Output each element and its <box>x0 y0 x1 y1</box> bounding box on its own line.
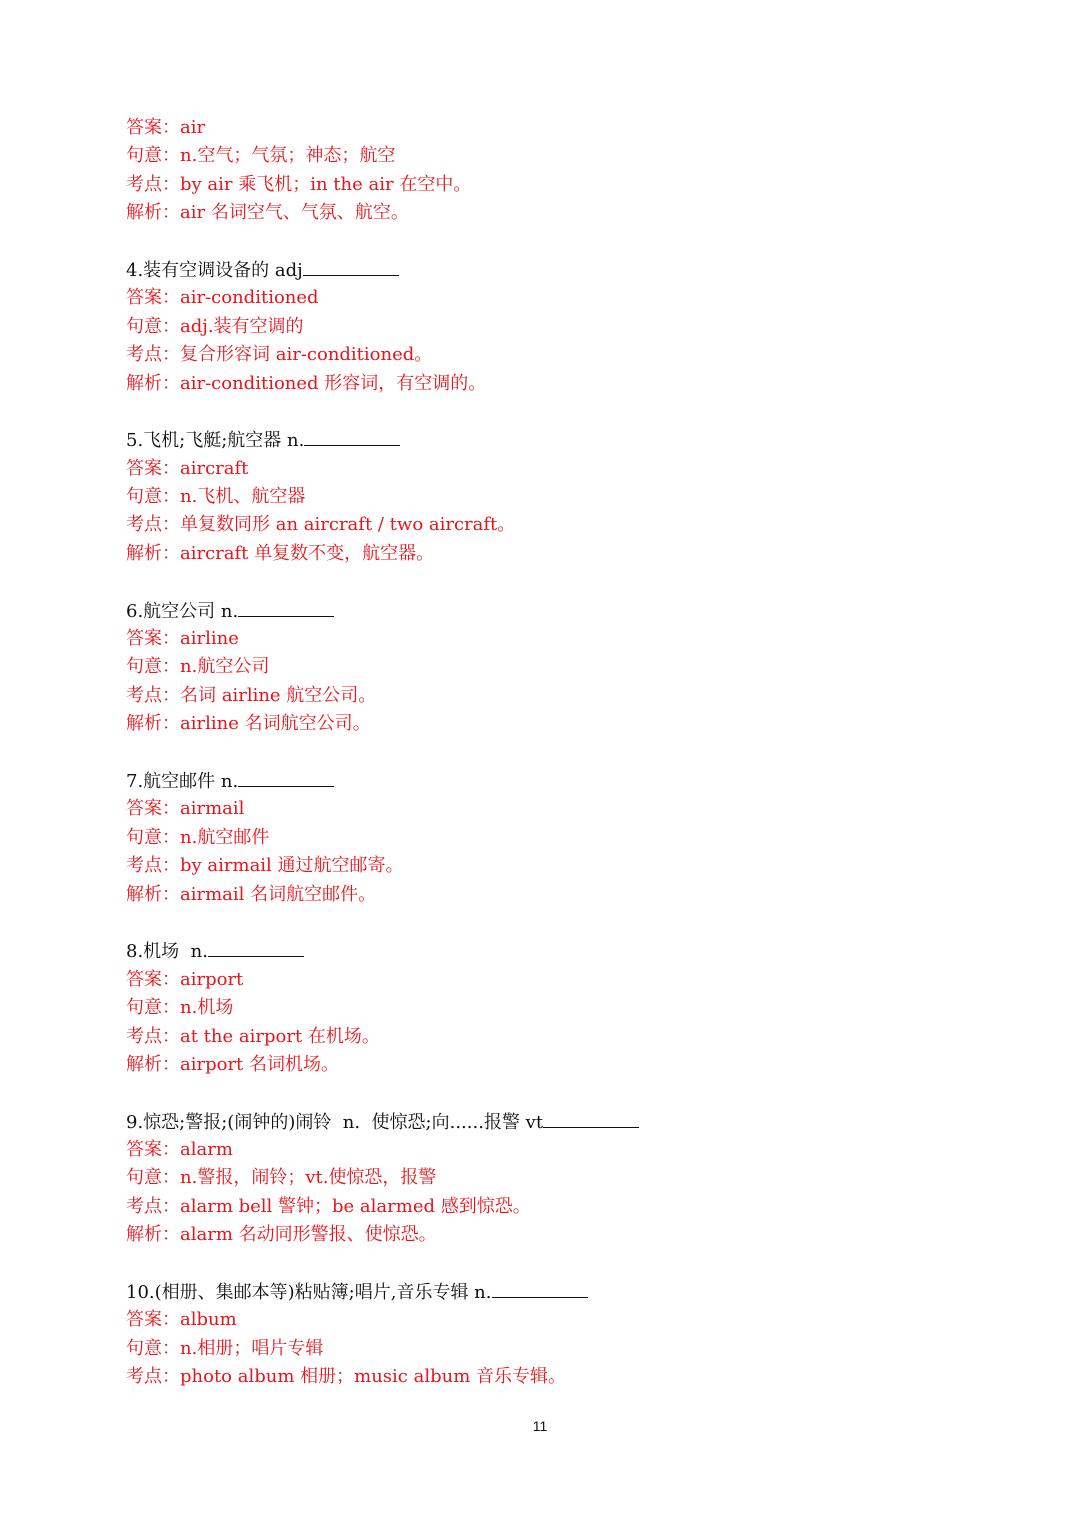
answer-line: 答案：album <box>126 1309 237 1331</box>
question-text: 10.(相册、集邮本等)粘贴簿;唱片,音乐专辑 n. <box>126 1282 492 1304</box>
answer-line: 答案：aircraft <box>126 457 249 479</box>
question-text: 6.航空公司 n. <box>126 600 239 622</box>
answer-blank <box>303 256 399 276</box>
question-line <box>126 937 946 965</box>
answer-line: 答案：airline <box>126 628 239 650</box>
answer-line: 答案：alarm <box>126 1139 233 1161</box>
meaning-line: 句意：n.机场 <box>126 997 234 1019</box>
meaning-line: 句意：n.航空邮件 <box>126 826 270 848</box>
entry-8 <box>126 937 946 1079</box>
analysis-line: 解析：airmail 名词航空邮件。 <box>126 883 377 905</box>
answer-blank <box>238 597 334 617</box>
entries-list <box>126 114 946 1392</box>
point-line: 考点：photo album 相册；music album 音乐专辑。 <box>126 1366 566 1388</box>
question-text: 8.机场 n. <box>126 941 208 963</box>
question-line <box>126 767 946 795</box>
question-text: 9.惊恐;警报;(闹钟的)闹铃 n. 使惊恐;向......报警 vt <box>126 1111 544 1133</box>
answer-blank <box>208 937 304 957</box>
analysis-line: 解析：airline 名词航空公司。 <box>126 713 371 735</box>
question-line <box>126 1108 946 1136</box>
analysis-line: 解析：air 名词空气、气氛、航空。 <box>126 202 409 224</box>
analysis-line: 解析：air-conditioned 形容词，有空调的。 <box>126 372 487 394</box>
answer-line: 答案：air <box>126 117 206 138</box>
entry-10 <box>126 1278 946 1392</box>
answer-blank <box>304 426 400 446</box>
question-line <box>126 256 946 284</box>
meaning-line: 句意：n.飞机、航空器 <box>126 486 306 508</box>
answer-blank <box>238 767 334 787</box>
answer-line: 答案：airport <box>126 968 244 990</box>
entry-7 <box>126 767 946 909</box>
answer-blank <box>492 1278 588 1298</box>
question-line <box>126 426 946 454</box>
point-line: 考点：by air 乘飞机；in the air 在空中。 <box>126 173 472 195</box>
point-line: 考点：by airmail 通过航空邮寄。 <box>126 855 404 877</box>
question-text: 5.飞机;飞艇;航空器 n. <box>126 430 305 452</box>
point-line: 考点：名词 airline 航空公司。 <box>126 684 377 706</box>
answer-line: 答案：airmail <box>126 798 245 820</box>
entry-5 <box>126 426 946 568</box>
page-number: 11 <box>532 1418 548 1434</box>
point-line: 考点：at the airport 在机场。 <box>126 1025 380 1047</box>
answer-blank <box>543 1108 639 1128</box>
answer-line: 答案：air-conditioned <box>126 287 319 309</box>
analysis-line: 解析：alarm 名动同形警报、使惊恐。 <box>126 1224 437 1246</box>
meaning-line: 句意：n.警报，闹铃；vt.使惊恐，报警 <box>126 1167 437 1189</box>
point-line: 考点：alarm bell 警钟；be alarmed 感到惊恐。 <box>126 1195 531 1217</box>
question-line <box>126 1278 946 1306</box>
point-line: 考点：复合形容词 air-conditioned。 <box>126 344 433 366</box>
entry-4 <box>126 256 946 398</box>
meaning-line: 句意：n.航空公司 <box>126 656 270 678</box>
analysis-line: 解析：aircraft 单复数不变，航空器。 <box>126 542 435 564</box>
point-line: 考点：单复数同形 an aircraft / two aircraft。 <box>126 514 516 536</box>
meaning-line: 句意：n.相册；唱片专辑 <box>126 1337 324 1359</box>
meaning-line: 句意：adj.装有空调的 <box>126 315 304 337</box>
entry-air <box>126 114 946 228</box>
entry-9 <box>126 1108 946 1250</box>
entry-6 <box>126 597 946 739</box>
analysis-line: 解析：airport 名词机场。 <box>126 1053 340 1075</box>
question-line <box>126 597 946 625</box>
meaning-line: 句意：n.空气；气氛；神态；航空 <box>126 145 396 167</box>
question-text: 7.航空邮件 n. <box>126 770 239 792</box>
question-text: 4.装有空调设备的 adj <box>126 259 303 281</box>
